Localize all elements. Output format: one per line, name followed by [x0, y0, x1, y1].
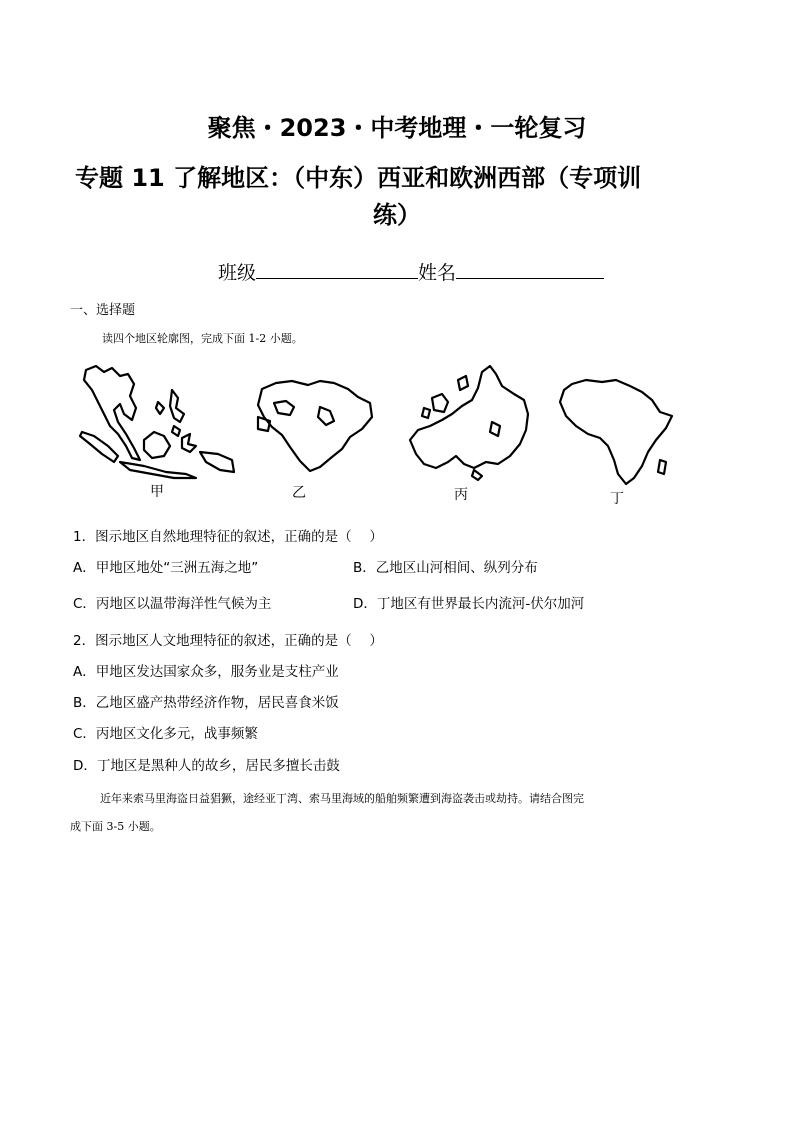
name-label: 姓名 — [418, 262, 457, 284]
section-heading: 一、选择题 — [70, 303, 136, 318]
question-2-stem: 2．图示地区人文地理特征的叙述，正确的是（ ） — [73, 633, 383, 649]
class-label: 班级 — [218, 262, 257, 284]
passage — [70, 785, 730, 841]
map-southeast-asia-outline — [74, 362, 240, 484]
question-1-option-b[interactable]: B．乙地区山河相间、纵列分布 — [353, 560, 538, 576]
name-blank[interactable] — [456, 258, 604, 279]
topic-title-continued: 练） — [373, 201, 421, 229]
question-2-option-b[interactable]: B．乙地区盛产热带经济作物，居民喜食米饭 — [73, 695, 339, 711]
question-2-option-c[interactable]: C．丙地区文化多元，战事频繁 — [73, 726, 258, 742]
question-2-option-d[interactable]: D．丁地区是黑种人的故乡，居民多擅长击鼓 — [73, 758, 340, 774]
map-africa-outline — [556, 376, 678, 488]
question-1-option-d[interactable]: D．丁地区有世界最长内流河-伏尔加河 — [353, 596, 585, 612]
map-label-bing: 丙 — [454, 487, 468, 503]
question-1-stem: 1．图示地区自然地理特征的叙述，正确的是（ ） — [73, 529, 383, 545]
question-2-option-a[interactable]: A．甲地区发达国家众多，服务业是支柱产业 — [73, 664, 339, 680]
question-1-option-a[interactable]: A．甲地区地处“三洲五海之地” — [73, 560, 259, 576]
map-label-jia: 甲 — [150, 484, 164, 500]
document-title: 聚焦・2023・中考地理・一轮复习 — [207, 114, 587, 142]
passage-line-1: 近年来索马里海盗日益猖獗，途经亚丁湾、索马里海域的船舶频繁遭到海盗袭击或劫持。请结合图完 — [100, 792, 584, 805]
class-blank[interactable] — [256, 258, 418, 279]
class-name-line — [218, 258, 604, 286]
map-label-ding: 丁 — [610, 491, 624, 507]
passage-line-2: 成下面 3-5 小题。 — [70, 820, 161, 833]
question-1-option-c[interactable]: C．丙地区以温带海洋性气候为主 — [73, 596, 272, 612]
topic-title: 专题 11 了解地区：（中东）西亚和欧洲西部（专项训 — [75, 164, 642, 192]
map-europe-outline — [402, 364, 532, 482]
map-label-yi: 乙 — [292, 485, 306, 501]
map-west-asia-outline — [254, 377, 380, 477]
maps-intro: 读四个地区轮廓图，完成下面 1-2 小题。 — [102, 332, 303, 345]
